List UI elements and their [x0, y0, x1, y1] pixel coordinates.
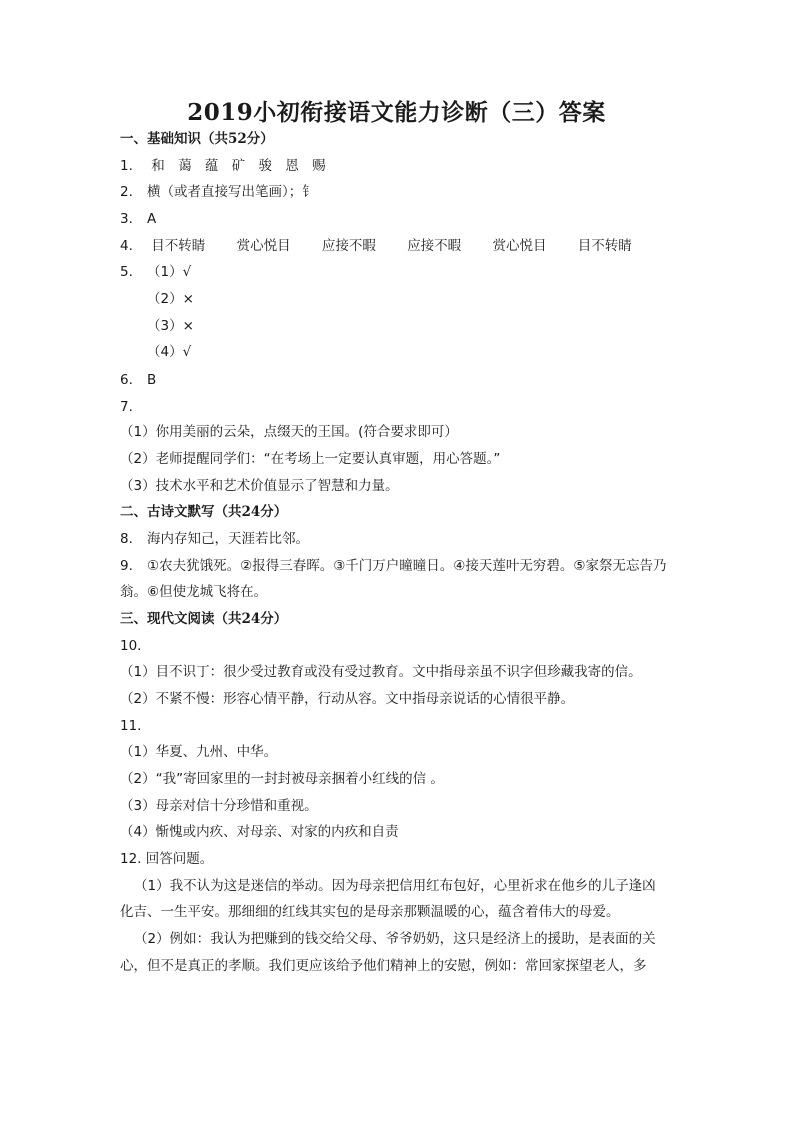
section-heading-2: 二、古诗文默写（共24分） [120, 504, 288, 520]
question-4 [120, 237, 659, 255]
section-heading-3: 三、现代文阅读（共24分） [120, 611, 288, 627]
question-12-answer-2: （2）例如：我认为把赚到的钱交给父母、爷爷奶奶，这只是经济上的援助，是表面的关 [134, 931, 656, 947]
answer-char: 蕴 [204, 158, 219, 174]
answer-item: （1）√ [147, 264, 192, 280]
question-9 [120, 557, 667, 575]
question-number: 1. [120, 158, 133, 174]
answer-text: B [147, 372, 157, 388]
answer-char: 蔼 [178, 158, 192, 174]
question-1 [120, 157, 335, 175]
answer-item: （2）× [147, 291, 194, 307]
answer-char: 和 [151, 158, 165, 174]
answer-item: （3）× [147, 318, 194, 334]
question-11-answer-3: （3）母亲对信十分珍惜和重视。 [120, 798, 318, 814]
answer-word: 赏心悦目 [236, 238, 291, 254]
answer-text: 海内存知己，天涯若比邻。 [147, 531, 309, 547]
question-number: 9. [120, 558, 133, 574]
question-9-continued: 翁。⑥但使龙城飞将在。 [120, 584, 268, 600]
question-7-answer-1: （1）你用美丽的云朵，点缀天的王国。(符合要求即可） [120, 424, 458, 440]
answer-char: 赐 [312, 158, 326, 174]
question-number: 8. [120, 531, 133, 547]
question-6 [120, 371, 156, 389]
answer-word: 赏心悦目 [492, 238, 547, 254]
question-number: 5. [120, 264, 133, 280]
answer-char: 骏 [258, 158, 272, 174]
question-3 [120, 210, 156, 228]
answer-text: ①农夫犹饿死。②报得三春晖。③千门万户曈曈日。④接天莲叶无穷碧。⑤家祭无忘告乃 [147, 558, 667, 574]
answer-word: 目不转睛 [151, 238, 206, 254]
question-7-answer-3: （3）技术水平和艺术价值显示了智慧和力量。 [120, 478, 399, 494]
answer-word: 目不转睛 [577, 238, 632, 254]
question-11-answer-4: （4）惭愧或内疚、对母亲、对家的内疚和自责 [120, 824, 399, 840]
question-number: 4. [120, 238, 133, 254]
question-7-answer-2: （2）老师提醒同学们：“在考场上一定要认真审题，用心答题。” [120, 451, 501, 467]
answer-word: 应接不暇 [321, 238, 376, 254]
question-10-answer-2: （2）不紧不慢：形容心情平静，行动从容。文中指母亲说话的心情很平静。 [120, 691, 575, 707]
question-12-answer-2-continued: 心，但不是真正的孝顺。我们更应该给予他们精神上的安慰，例如：常回家探望老人，多 [120, 958, 647, 974]
answer-char: 矿 [231, 158, 246, 174]
answer-word: 应接不暇 [407, 238, 462, 254]
question-11-answer-1: （1）华夏、九州、中华。 [120, 744, 278, 760]
answer-text: A [147, 211, 157, 227]
question-11-number: 11. [120, 718, 142, 734]
question-12-heading: 12. 回答问题。 [120, 851, 214, 867]
question-8 [120, 530, 309, 548]
answer-char: 恩 [285, 158, 299, 174]
answer-text: 横（或者直接写出笔画）；钅 [147, 184, 316, 200]
question-number: 2. [120, 184, 133, 200]
question-5 [120, 263, 191, 281]
question-10-number: 10. [120, 638, 142, 654]
question-11-answer-2: （2）“我”寄回家里的一封封被母亲捆着小红线的信 。 [120, 771, 444, 787]
question-2 [120, 183, 316, 201]
section-heading-1: 一、基础知识（共52分） [120, 131, 274, 147]
question-7-number: 7. [120, 399, 133, 415]
question-12-answer-1: （1）我不认为这是迷信的举动。因为母亲把信用红布包好，心里祈求在他乡的儿子逢凶 [134, 878, 656, 894]
answer-item: （4）√ [147, 344, 192, 360]
question-10-answer-1: （1）目不识丁：很少受过教育或没有受过教育。文中指母亲虽不识字但珍藏我寄的信。 [120, 664, 642, 680]
question-number: 6. [120, 372, 133, 388]
page-title: 2019小初衔接语文能力诊断（三）答案 [187, 99, 606, 126]
question-number: 3. [120, 211, 133, 227]
question-12-answer-1-continued: 化吉、一生平安。那细细的红线其实包的是母亲那颗温暖的心，蕴含着伟大的母爱。 [120, 904, 620, 920]
